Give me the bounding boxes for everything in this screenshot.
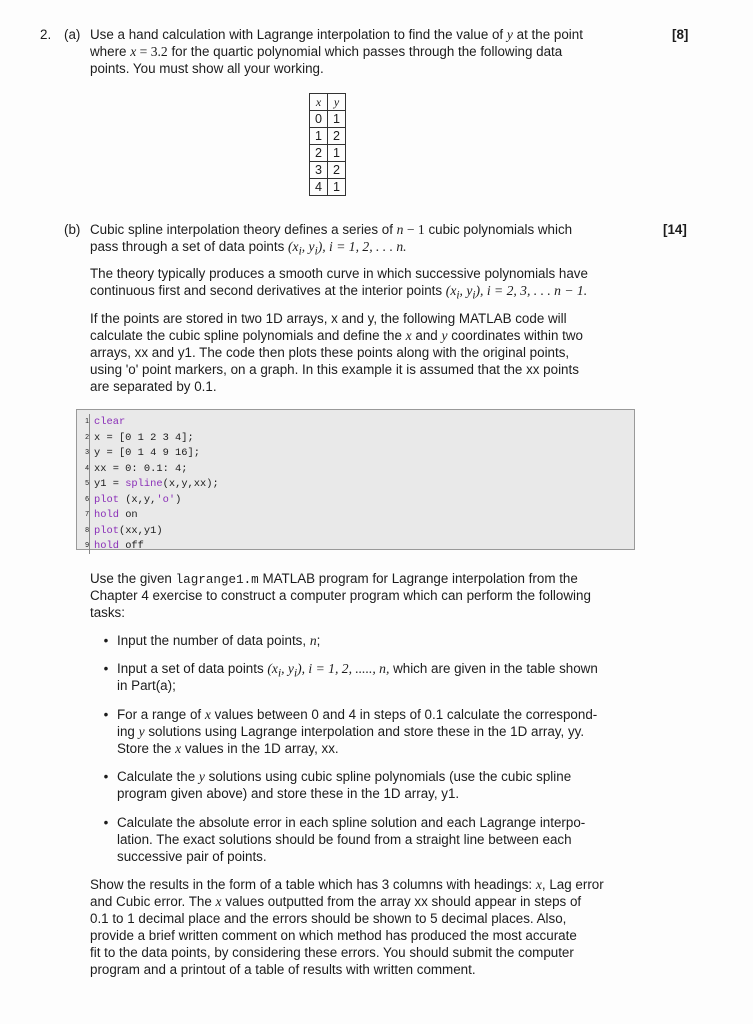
table-cell: 2 <box>328 128 346 145</box>
part-b-p3-line-5: are separated by 0.1. <box>90 379 217 394</box>
bullet-1-marker: • <box>103 633 109 648</box>
code-token: y1 = <box>94 478 126 490</box>
code-line-number: 5 <box>85 480 89 487</box>
code-line-number: 1 <box>85 418 89 425</box>
bullet-3-line-1: For a range of x values between 0 and 4 in steps of 0.1 calculate the correspond- <box>117 707 598 722</box>
code-token: on <box>118 509 138 521</box>
code-line-number: 2 <box>85 433 89 441</box>
part-b-marks: [14] <box>663 222 687 237</box>
part-b-p1-line-2: pass through a set of data points ($x_i$, $y_i$), i = 1, 2, . . . n. <box>90 239 407 258</box>
part-a-line-3: points. You must show all your working. <box>90 61 324 76</box>
code-line-number: 7 <box>85 511 89 518</box>
part-b-p5-line-4: provide a brief written comment on which method has produced the most accurate <box>90 928 577 943</box>
part-b-p3-line-3: arrays, xx and y1. The code then plots these points along with the original points, <box>90 345 570 360</box>
code-keyword: plot <box>94 524 119 537</box>
bullet-3-marker: • <box>103 707 109 722</box>
table-cell: 4 <box>310 179 328 196</box>
code-text <box>89 538 144 554</box>
part-a-label: (a) <box>64 27 81 42</box>
part-b-p4-line-2: Chapter 4 exercise to construct a computer program which can perform the following <box>90 588 591 603</box>
part-b-p2-line-2: continuous first and second derivatives at the interior points ($x_i$, $y_i$), i = 2, 3, . . . n − 1. <box>90 283 588 302</box>
part-b-p5-line-3: 0.1 to 1 decimal place and the errors should be shown to 5 decimal places. Also, <box>90 911 567 926</box>
code-token: (x,y,xx); <box>162 478 219 490</box>
code-keyword: plot <box>94 493 119 506</box>
code-line <box>79 430 194 446</box>
bullet-4-line-2: program given above) and store these in the 1D array, y1. <box>117 786 460 801</box>
code-keyword: spline <box>125 478 163 490</box>
code-text <box>89 492 181 508</box>
part-b-label: (b) <box>64 222 81 237</box>
code-token: (xx,y1) <box>118 524 163 537</box>
part-b-p3-line-1: If the points are stored in two 1D arrays, x and y, the following MATLAB code will <box>90 311 567 326</box>
code-line <box>79 507 138 523</box>
bullet-2-marker: • <box>103 661 109 676</box>
code-token: off <box>118 540 144 552</box>
table-header: x <box>310 94 328 111</box>
part-b-p1-line-1: Cubic spline interpolation theory defines a series of n − 1 cubic polynomials which <box>90 222 573 237</box>
table-cell: 2 <box>310 145 328 162</box>
code-token: (x,y, <box>118 493 157 506</box>
table-cell: 3 <box>310 162 328 179</box>
bullet-5-line-3: successive pair of points. <box>117 849 267 864</box>
code-line-number: 3 <box>85 449 89 456</box>
code-keyword: clear <box>94 416 126 428</box>
code-text <box>89 414 125 430</box>
part-a-line-2: where x = 3.2 for the quartic polynomial which passes through the following data <box>90 44 563 59</box>
table-header: y <box>328 94 346 111</box>
code-line <box>79 492 181 508</box>
table-cell: 1 <box>328 145 346 162</box>
bullet-5-marker: • <box>103 815 109 830</box>
part-b-p3-line-2: calculate the cubic spline polynomials and define the x and y coordinates within two <box>90 328 583 343</box>
table-row <box>310 128 346 145</box>
code-line <box>79 476 219 492</box>
part-a-marks: [8] <box>672 27 689 42</box>
bullet-5-line-2: lation. The exact solutions should be found from a straight line between each <box>117 832 572 847</box>
table-row <box>310 179 346 196</box>
code-line <box>79 445 200 461</box>
bullet-2-line-1: Input a set of data points ($x_i$, $y_i$), i = 1, 2, ....., n, which are given in the table shown <box>117 661 598 680</box>
question-number: 2. <box>40 27 52 42</box>
code-line-number: 6 <box>85 495 89 503</box>
code-token: x = [0 1 2 3 4]; <box>94 431 194 444</box>
code-text <box>89 507 138 523</box>
table-cell: 0 <box>310 111 328 128</box>
part-b-p5-line-1: Show the results in the form of a table which has 3 columns with headings: x, Lag error <box>90 877 604 892</box>
code-token: xx = 0: 0.1: 4; <box>94 462 188 475</box>
code-text <box>89 445 200 461</box>
part-b-p4-line-3: tasks: <box>90 605 125 620</box>
part-b-p5-line-5: fit to the data points, by considering these errors. You should submit the computer <box>90 945 574 960</box>
bullet-5-line-1: Calculate the absolute error in each spline solution and each Lagrange interpo- <box>117 815 586 830</box>
matlab-code-block <box>76 409 635 550</box>
code-line-number: 9 <box>85 542 89 549</box>
code-line <box>79 523 163 539</box>
part-b-p4-line-1: Use the given lagrange1.m MATLAB program for Lagrange interpolation from the <box>90 571 578 587</box>
bullet-4-marker: • <box>103 769 109 784</box>
part-a-line-1: Use a hand calculation with Lagrange interpolation to find the value of y at the point <box>90 27 583 42</box>
code-line-number: 8 <box>85 526 89 534</box>
part-b-p3-line-4: using 'o' point markers, on a graph. In this example it is assumed that the xx points <box>90 362 579 377</box>
part-b-p2-line-1: The theory typically produces a smooth curve in which successive polynomials have <box>90 266 588 281</box>
table-cell: 1 <box>328 111 346 128</box>
table-cell: 1 <box>328 179 346 196</box>
code-text <box>89 461 188 477</box>
part-b-p5-line-2: and Cubic error. The x values outputted from the array xx should appear in steps of <box>90 894 582 909</box>
code-line-number: 4 <box>85 464 89 472</box>
bullet-3-line-2: ing y solutions using Lagrange interpolation and store these in the 1D array, yy. <box>117 724 585 739</box>
table-cell: 1 <box>310 128 328 145</box>
code-token: ) <box>175 493 182 506</box>
code-text <box>89 523 163 539</box>
table-row <box>310 162 346 179</box>
code-line <box>79 461 188 477</box>
bullet-1-text: Input the number of data points, n; <box>117 633 321 648</box>
bullet-2-line-2: in Part(a); <box>117 678 176 693</box>
code-keyword: hold <box>94 509 119 521</box>
code-token: y = [0 1 4 9 16]; <box>94 447 201 459</box>
bullet-4-line-1: Calculate the y solutions using cubic spline polynomials (use the cubic spline <box>117 769 572 784</box>
code-keyword: hold <box>94 540 119 552</box>
table-row <box>310 111 346 128</box>
bullet-3-line-3: Store the x values in the 1D array, xx. <box>117 741 339 756</box>
data-points-table <box>309 93 346 196</box>
code-text <box>89 430 194 446</box>
code-line <box>79 538 144 554</box>
table-cell: 2 <box>328 162 346 179</box>
part-b-p5-line-6: program and a printout of a table of results with written comment. <box>90 962 476 977</box>
code-text <box>89 476 219 492</box>
table-row <box>310 145 346 162</box>
code-line <box>79 414 125 430</box>
code-keyword: 'o' <box>156 493 176 506</box>
